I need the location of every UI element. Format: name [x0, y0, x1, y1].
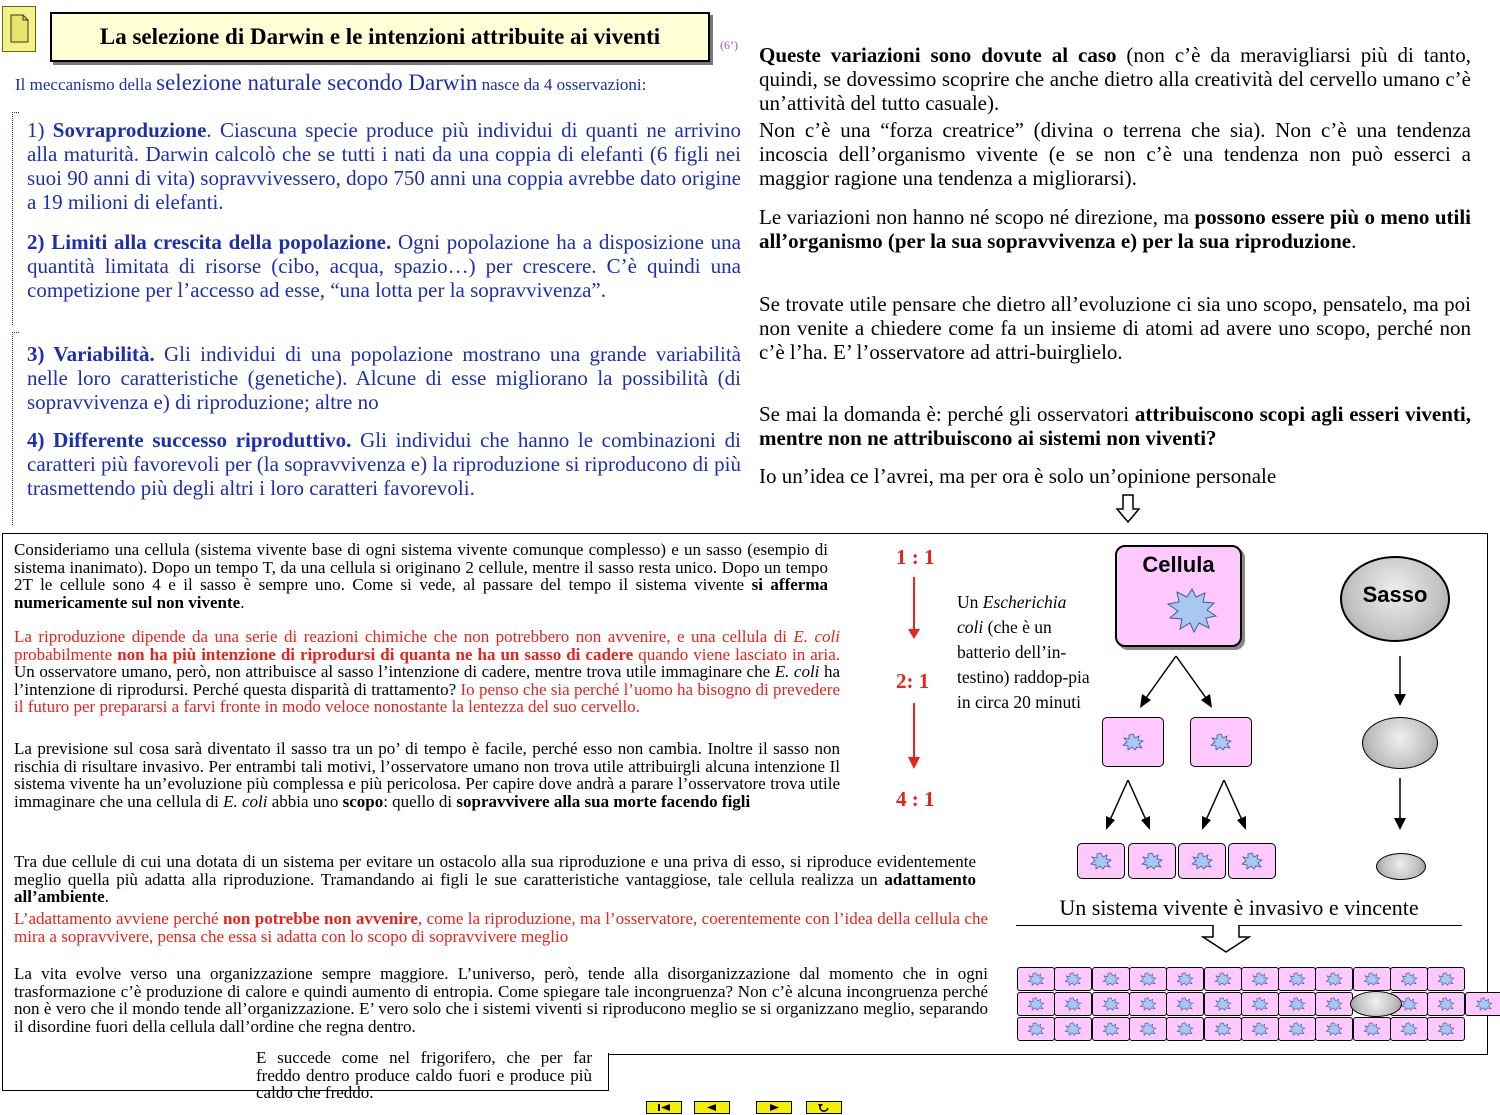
cell-medium	[1102, 717, 1164, 767]
population-cell	[1315, 992, 1353, 1016]
cell-medium	[1190, 717, 1252, 767]
population-cell	[1204, 1017, 1242, 1041]
stone-medium	[1362, 717, 1438, 769]
bottom-paragraph-2: La riproduzione dipende da una serie di reazioni chimiche che non potrebbero non avvenire, e una cellula di E. coli probabilmente non ha più intenzione di riprodursi di quanta ne ha un sasso di cadere quando viene lasciato in aria. Un osservatore umano, però, non attribuisce al sasso l’intenzione di cadere, mentre trova utile immaginare che E. coli ha l’intenzione di riprodursi. Perché questa disparità di trattamento? Io penso che sia perché l’uomo ha bisogno di prevedere il futuro per prepararsi a farvi fronte in modo veloce nonostante la lentezza del suo cervello.	[14, 627, 840, 716]
cell-box	[1115, 545, 1242, 647]
bottom-paragraph-1: Consideriamo una cellula (sistema vivente base di ogni sistema vivente comunque complesso) e un sasso (esempio di sistema inanimato). Dopo un tempo T, da una cellula si originano 2 cellule, mentre il sasso resta unico. Dopo un tempo 2T le cellule sono 4 e il sasso è sempre uno. Come si vede, al passare del tempo il sistema vivente si afferma numericamente sul non vivente.	[14, 540, 828, 612]
time-mark: (6’)	[720, 38, 738, 52]
bottom-paragraph-6: La vita evolve verso una organizzazione sempre maggiore. L’universo, però, tende alla disorganizzazione dal momento che in ogni trasformazione c’è produzione di calore e quindi aumento di entropia. Come spiegare tale incongruenza? Non c’è alcuna incongruenza perché non è vero che il mondo tende all’organizzazione. E’ vero solo che i sistemi viventi si riproducono meglio se si organizzano meglio, separando il disordine fuori della cellula dall’ordine che regna dentro.	[14, 964, 988, 1036]
population-cell	[1353, 967, 1391, 991]
nav-next-button[interactable]	[756, 1101, 792, 1114]
population-cell	[1092, 967, 1130, 991]
bottom-paragraph-5: L’adattamento avviene perché non potrebbe non avvenire, come la riproduzione, ma l’osservatore, coerentemente con l’idea della cellula che mira a sopravvivere, pensa che essa si adatta con lo scopo di sopravvivere meglio	[14, 909, 989, 946]
right-paragraph-1: Queste variazioni sono dovute al caso (non c’è da meravigliarsi più di tanto, quindi, se dovessimo scoprire che anche dietro alla creatività del cervello umano c’è un’attività del tutto casuale).	[759, 43, 1471, 115]
population-cell	[1353, 1017, 1391, 1041]
observation-1: 1) Sovraproduzione. Ciascuna specie produce più individui di quanti ne arrivino alla maturità. Darwin calcolò che se tutti i nati da una coppia di elefanti (6 figli nei suoi 90 anni di vita) sopravvivessero, dopo 750 anni una coppia avrebbe dato origine a 19 milioni di elefanti.	[27, 118, 742, 214]
population-cell	[1315, 1017, 1353, 1041]
population-cell	[1204, 992, 1242, 1016]
population-cell	[1166, 1017, 1204, 1041]
bottom-paragraph-7: E succede come nel frigorifero, che per far freddo dentro produce caldo fuori e produce più caldo che freddo.	[256, 1048, 592, 1102]
population-cell	[1427, 992, 1465, 1016]
hollow-down-arrow-icon	[1201, 925, 1251, 958]
next-icon	[757, 1102, 791, 1113]
right-paragraph-6: Io un’idea ce l’avrei, ma per ora è solo un’opinione personale	[759, 464, 1277, 488]
bracket-divider	[12, 112, 19, 325]
intro-line: Il meccanismo della selezione naturale secondo Darwin nasce da 4 osservazioni:	[15, 70, 647, 95]
cell-small	[1077, 843, 1125, 879]
first-icon	[647, 1102, 681, 1113]
prev-icon	[695, 1102, 729, 1113]
population-cell	[1241, 992, 1279, 1016]
cell-small	[1128, 843, 1176, 879]
stone-small	[1376, 853, 1426, 880]
right-paragraph-4: Se trovate utile pensare che dietro all’evoluzione ci sia uno scopo, pensatelo, ma poi non venite a chiedere come fa un insieme di atomi ad avere uno scopo, perché non c’è l’ha. E’ l’osservatore ad attri-buirglielo.	[759, 292, 1471, 364]
hollow-down-arrow-icon	[1116, 494, 1140, 529]
population-cell	[1092, 1017, 1130, 1041]
population-cell	[1427, 1017, 1465, 1041]
population-cell	[1017, 967, 1055, 991]
population-cell	[1427, 967, 1465, 991]
return-icon	[807, 1102, 841, 1113]
nav-first-button[interactable]	[646, 1101, 682, 1114]
diagram-caption: Un sistema vivente è invasivo e vincente	[1059, 895, 1419, 920]
ratio-label-2: 2: 1	[896, 669, 930, 693]
ratio-label-3: 4 : 1	[896, 787, 935, 811]
population-cell	[1241, 967, 1279, 991]
stone-in-population	[1350, 991, 1402, 1017]
red-arrows	[900, 575, 930, 785]
right-paragraph-2: Non c’è una “forza creatrice” (divina o terrena che sia). Non c’è una tendenza incoscia dell’organismo vivente (e se non c’è una tendenza non può esserci a maggior ragione una tendenza a migliorarsi).	[759, 118, 1471, 190]
bottom-paragraph-4: Tra due cellule di cui una dotata di un sistema per evitare un ostacolo alla sua riproduzione e una priva di esso, si riproduce evidentemente meglio quella più adatta alla riproduzione. Tramandando ai figli le sue caratteristiche vantaggiose, tale cellula realizza un adattamento all’ambiente.	[14, 852, 976, 906]
cell-small	[1228, 843, 1276, 879]
stone-ellipse	[1340, 556, 1450, 642]
population-cell	[1315, 967, 1353, 991]
ecoli-note: Un Escherichia coli (che è un batterio dell’in-testino) raddop-pia in circa 20 minuti	[957, 592, 1090, 712]
observation-3: 3) Variabilità. Gli individui di una popolazione mostrano una grande variabilità nelle loro caratteristiche (genetiche). Alcune di esse migliorano la possibilità (di sopravvivenza e) di riproduzione; altre no	[27, 342, 741, 414]
population-cell	[1129, 967, 1167, 991]
document-icon[interactable]	[2, 6, 36, 52]
population-cell	[1278, 1017, 1316, 1041]
nav-prev-button[interactable]	[694, 1101, 730, 1114]
population-cell	[1017, 1017, 1055, 1041]
population-cell	[1054, 992, 1092, 1016]
population-cell	[1278, 992, 1316, 1016]
cell-small	[1178, 843, 1226, 879]
population-cell	[1092, 992, 1130, 1016]
population-cell	[1241, 1017, 1279, 1041]
observation-4: 4) Differente successo riproduttivo. Gli individui che hanno le combinazioni di caratteri più favorevoli per (la sopravvivenza e) la riproduzione si riproducono di più trasmettendo più degli altri i loro caratteri favorevoli.	[27, 428, 741, 500]
population-cell	[1129, 1017, 1167, 1041]
population-cell	[1017, 992, 1055, 1016]
population-cell	[1465, 992, 1500, 1016]
population-cell	[1054, 967, 1092, 991]
population-cell	[1166, 967, 1204, 991]
population-cell	[1129, 992, 1167, 1016]
population-cell	[1278, 967, 1316, 991]
observation-2: 2) Limiti alla crescita della popolazione. Ogni popolazione ha a disposizione una quantità limitata di risorse (cibo, acqua, spazio…) per crescere. C’è quindi una competizione per l’accesso ad esse, “una lotta per la sopravvivenza”.	[27, 230, 741, 302]
population-cell	[1166, 992, 1204, 1016]
page-title: La selezione di Darwin e le intenzioni attribuite ai viventi	[50, 12, 710, 62]
nav-return-button[interactable]	[806, 1101, 842, 1114]
ratio-label-1: 1 : 1	[896, 545, 935, 569]
population-cell	[1054, 1017, 1092, 1041]
bacterium-icon	[1162, 585, 1222, 635]
population-cell	[1390, 1017, 1428, 1041]
stone-label: Sasso	[1362, 582, 1428, 607]
bottom-paragraph-3: La previsione sul cosa sarà diventato il sasso tra un po’ di tempo è facile, perché esso non cambia. Inoltre il sasso non rischia di risultare invasivo. Per entrambi tali motivi, l’osservatore umano non trova utile attribuirgli alcuna intenzione Il sistema vivente ha un’evoluzione più complessa e più pericolosa. Per capire dove andrà a parare l’osservatore trova utile immaginare che una cellula di E. coli abbia uno scopo: quello di sopravvivere alla sua morte facendo figli	[14, 739, 840, 811]
cell-label: Cellula	[1142, 552, 1215, 577]
right-paragraph-5: Se mai la domanda è: perché gli osservatori attribuiscono scopi agli esseri viventi, mentre non ne attribuiscono ai sistemi non viventi?	[759, 402, 1471, 450]
population-cell	[1390, 967, 1428, 991]
right-paragraph-3: Le variazioni non hanno né scopo né direzione, ma possono essere più o meno utili all’organismo (per la sua sopravvivenza e) per la sua riproduzione.	[759, 205, 1471, 253]
population-cell	[1204, 967, 1242, 991]
bracket-divider	[12, 332, 19, 525]
